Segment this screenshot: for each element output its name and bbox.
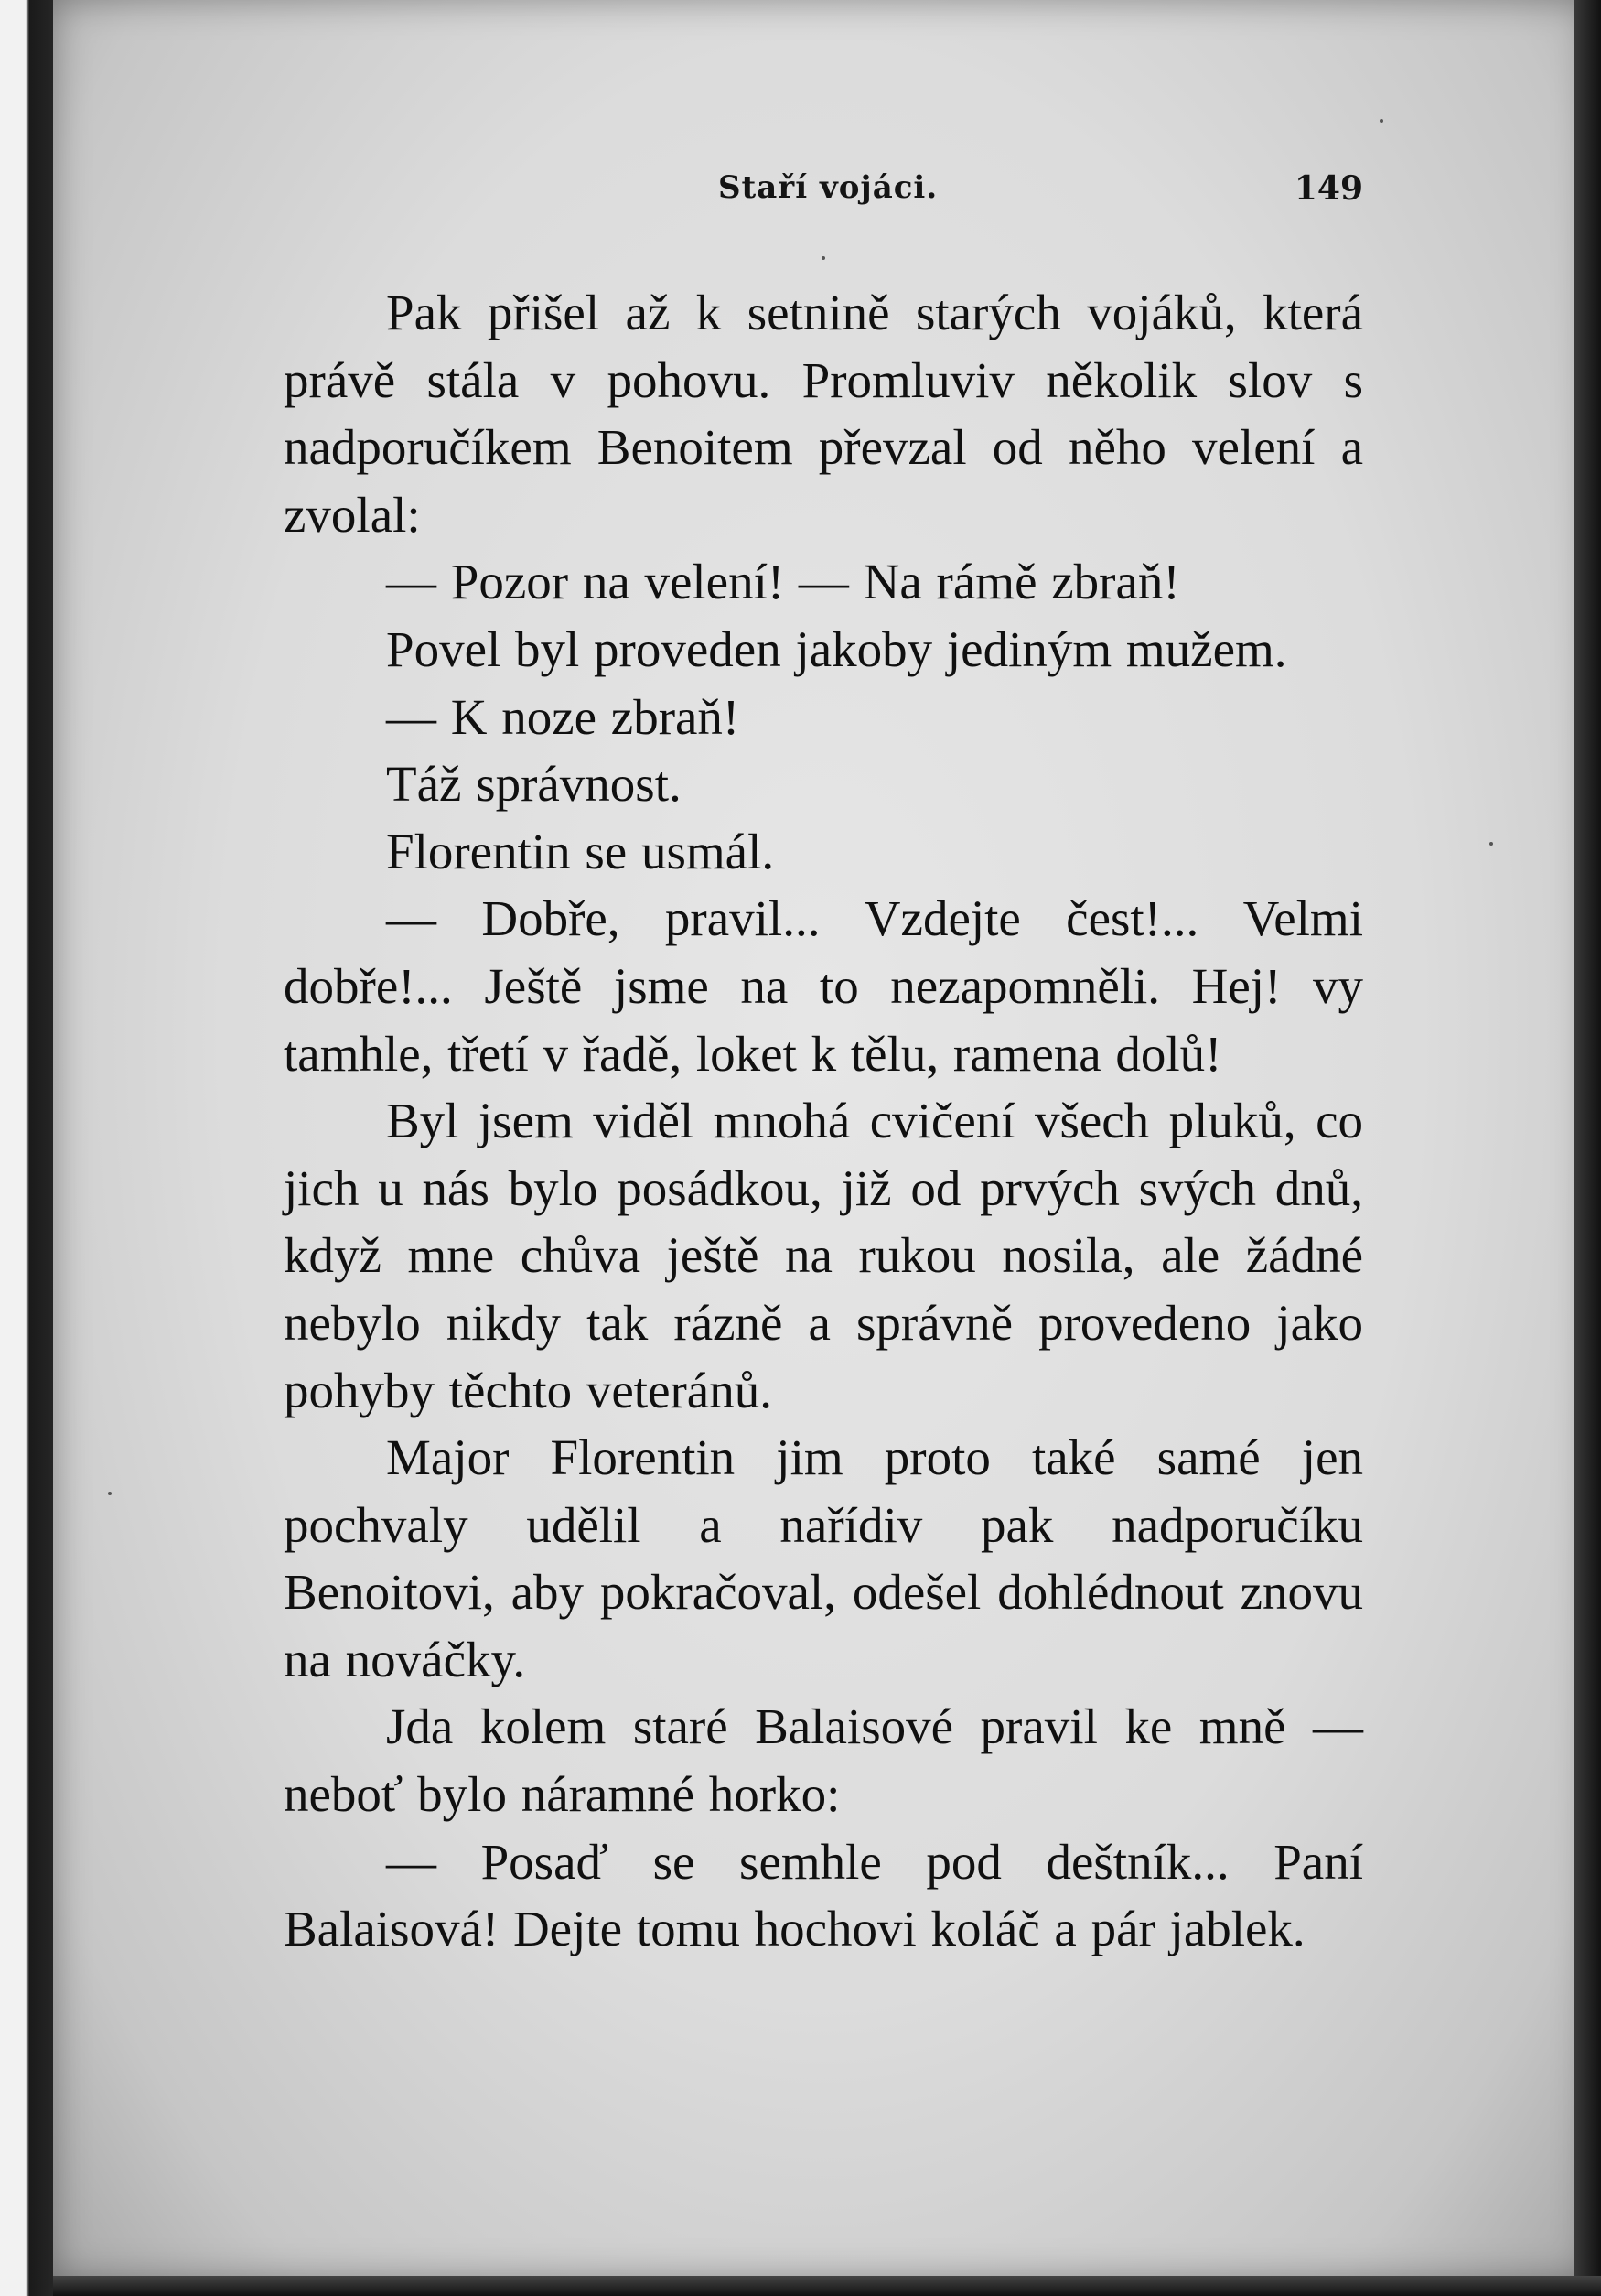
body-text [284, 279, 1363, 1963]
paragraph: Florentin se usmál. [386, 823, 775, 879]
paragraph: Pak přišel až k setnině starých vojáků, která právě stála v pohovu. Promluviv několik slov s nadporučíkem Benoitem převzal od něho velení a zvolal: [284, 285, 1363, 543]
running-title: Staří vojáci. [718, 169, 939, 206]
scan-speck [1380, 119, 1383, 123]
scan-speck [1489, 842, 1493, 846]
paragraph: — Dobře, pravil... Vzdejte čest!... Velmi dobře!... Ještě jsme na to nezapomněli. Hej! vy tamhle, třetí v řadě, loket k tělu, ramena dolů! [284, 890, 1363, 1082]
scan-border-bottom [53, 2276, 1601, 2296]
paragraph: Povel byl proveden jakoby jediným mužem. [386, 620, 1287, 677]
page-number: 149 [1294, 169, 1363, 208]
paragraph: — K noze zbraň! [386, 688, 740, 745]
paragraph: Jda kolem staré Balaisové pravil ke mně — neboť bylo náramné horko: [284, 1698, 1363, 1823]
paragraph: — Posaď se semhle pod deštník... Paní Balaisová! Dejte tomu hochovi koláč a pár jablek. [284, 1833, 1363, 1957]
scan-border-left [0, 0, 55, 2296]
paragraph: Táž správnost. [386, 756, 682, 813]
scan-border-right [1574, 0, 1601, 2296]
scan-speck [822, 256, 825, 260]
paragraph: Byl jsem viděl mnohá cvičení všech pluků, co jich u nás bylo posádkou, již od prvých svých dnů, když mne chůva ještě na rukou nosila, ale žádné nebylo nikdy tak rázně a správně provedeno jako pohyby těchto veteránů. [284, 1093, 1363, 1418]
paragraph: Major Florentin jim proto také samé jen pochvaly udělil a nařídiv pak nadporučíku Benoitovi, aby pokračoval, odešel dohlédnout znovu na nováčky. [284, 1429, 1363, 1687]
page-header [229, 169, 1363, 215]
paragraph: — Pozor na velení! — Na rámě zbraň! [386, 554, 1180, 610]
scan-speck [108, 1492, 112, 1495]
